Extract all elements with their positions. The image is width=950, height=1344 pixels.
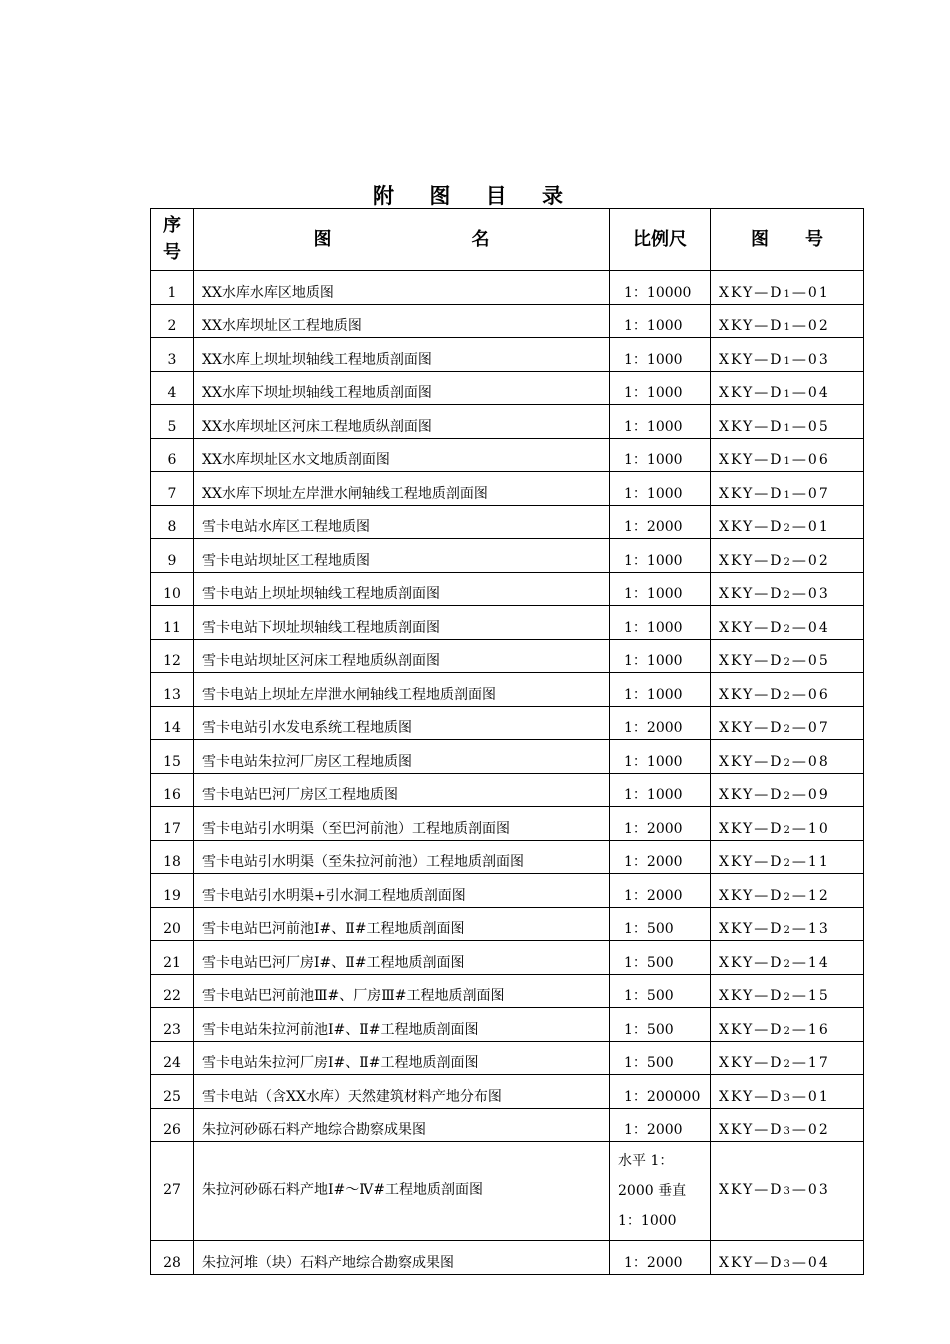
table-row bbox=[151, 304, 864, 338]
row-seq: 3 bbox=[151, 338, 194, 372]
code-group: 1 bbox=[783, 322, 792, 334]
row-name: 雪卡电站下坝址坝轴线工程地质剖面图 bbox=[194, 606, 610, 640]
table-row bbox=[151, 673, 864, 707]
row-code bbox=[711, 740, 864, 774]
row-scale: 1：2000 bbox=[610, 840, 711, 874]
row-code bbox=[711, 271, 864, 305]
row-code bbox=[711, 807, 864, 841]
row-code bbox=[711, 606, 864, 640]
code-group: 2 bbox=[783, 1059, 792, 1071]
table-row bbox=[151, 505, 864, 539]
row-name: 雪卡电站引水明渠（至朱拉河前池）工程地质剖面图 bbox=[194, 840, 610, 874]
table-row bbox=[151, 1075, 864, 1109]
code-number: —10 bbox=[791, 820, 830, 837]
code-number: —01 bbox=[791, 1088, 830, 1105]
row-name: 雪卡电站巴河厂房Ⅰ#、Ⅱ#工程地质剖面图 bbox=[194, 941, 610, 975]
row-seq: 18 bbox=[151, 840, 194, 874]
row-code bbox=[711, 371, 864, 405]
row-code bbox=[711, 840, 864, 874]
row-name: 雪卡电站朱拉河厂房Ⅰ#、Ⅱ#工程地质剖面图 bbox=[194, 1041, 610, 1075]
row-seq: 20 bbox=[151, 907, 194, 941]
row-name: 雪卡电站朱拉河厂房区工程地质图 bbox=[194, 740, 610, 774]
row-scale: 1：1000 bbox=[610, 606, 711, 640]
code-group: 2 bbox=[783, 958, 792, 970]
header-name-1: 图 bbox=[313, 228, 332, 250]
code-prefix: XKY—D bbox=[719, 787, 784, 804]
code-prefix: XKY—D bbox=[719, 1181, 784, 1198]
row-seq: 25 bbox=[151, 1075, 194, 1109]
row-name: 雪卡电站引水发电系统工程地质图 bbox=[194, 706, 610, 740]
row-name: 雪卡电站水库区工程地质图 bbox=[194, 505, 610, 539]
code-group: 2 bbox=[783, 791, 792, 803]
row-name: 雪卡电站引水明渠（至巴河前池）工程地质剖面图 bbox=[194, 807, 610, 841]
row-scale: 水平 1：2000 垂直 1：1000 bbox=[610, 1142, 711, 1241]
code-number: —14 bbox=[791, 954, 830, 971]
code-number: —11 bbox=[791, 854, 830, 871]
row-name: XX水库上坝址坝轴线工程地质剖面图 bbox=[194, 338, 610, 372]
table-row bbox=[151, 941, 864, 975]
row-name: XX水库坝址区工程地质图 bbox=[194, 304, 610, 338]
row-name: 雪卡电站引水明渠+引水洞工程地质剖面图 bbox=[194, 874, 610, 908]
code-prefix: XKY—D bbox=[719, 1055, 784, 1072]
code-prefix: XKY—D bbox=[719, 385, 784, 402]
code-number: —05 bbox=[791, 418, 830, 435]
table-row bbox=[151, 472, 864, 506]
code-prefix: XKY—D bbox=[719, 318, 784, 335]
table-row bbox=[151, 271, 864, 305]
row-seq: 6 bbox=[151, 438, 194, 472]
code-prefix: XKY—D bbox=[719, 753, 784, 770]
row-code bbox=[711, 673, 864, 707]
row-seq: 9 bbox=[151, 539, 194, 573]
row-seq: 11 bbox=[151, 606, 194, 640]
code-group: 2 bbox=[783, 623, 792, 635]
row-seq: 5 bbox=[151, 405, 194, 439]
row-name: 雪卡电站上坝址左岸泄水闸轴线工程地质剖面图 bbox=[194, 673, 610, 707]
row-seq: 23 bbox=[151, 1008, 194, 1042]
row-scale: 1：2000 bbox=[610, 706, 711, 740]
code-prefix: XKY—D bbox=[719, 988, 784, 1005]
code-group: 1 bbox=[783, 389, 792, 401]
row-scale: 1：500 bbox=[610, 907, 711, 941]
header-row bbox=[151, 209, 864, 271]
row-code bbox=[711, 874, 864, 908]
row-scale: 1：1000 bbox=[610, 740, 711, 774]
code-group: 2 bbox=[783, 757, 792, 769]
table-row bbox=[151, 1041, 864, 1075]
table-row bbox=[151, 740, 864, 774]
row-scale: 1：2000 bbox=[610, 1241, 711, 1275]
table-row bbox=[151, 706, 864, 740]
row-code bbox=[711, 1041, 864, 1075]
table-row bbox=[151, 1108, 864, 1142]
code-number: —16 bbox=[791, 1021, 830, 1038]
code-number: —03 bbox=[791, 1181, 830, 1198]
code-prefix: XKY—D bbox=[719, 854, 784, 871]
row-seq: 15 bbox=[151, 740, 194, 774]
row-code bbox=[711, 974, 864, 1008]
row-scale: 1：2000 bbox=[610, 505, 711, 539]
code-number: —03 bbox=[791, 586, 830, 603]
header-code bbox=[711, 209, 864, 271]
code-prefix: XKY—D bbox=[719, 1122, 784, 1139]
code-prefix: XKY—D bbox=[719, 653, 784, 670]
code-group: 2 bbox=[783, 858, 792, 870]
code-group: 1 bbox=[783, 355, 792, 367]
code-prefix: XKY—D bbox=[719, 452, 784, 469]
row-scale: 1：1000 bbox=[610, 338, 711, 372]
row-seq: 24 bbox=[151, 1041, 194, 1075]
code-group: 2 bbox=[783, 690, 792, 702]
code-prefix: XKY—D bbox=[719, 820, 784, 837]
row-name: XX水库坝址区河床工程地质纵剖面图 bbox=[194, 405, 610, 439]
code-number: —07 bbox=[791, 720, 830, 737]
table-row bbox=[151, 1241, 864, 1275]
row-name: 雪卡电站上坝址坝轴线工程地质剖面图 bbox=[194, 572, 610, 606]
row-code bbox=[711, 405, 864, 439]
row-seq: 10 bbox=[151, 572, 194, 606]
code-prefix: XKY—D bbox=[719, 1021, 784, 1038]
table-row bbox=[151, 338, 864, 372]
code-number: —02 bbox=[791, 1122, 830, 1139]
table-row bbox=[151, 840, 864, 874]
code-number: —15 bbox=[791, 988, 830, 1005]
row-name: XX水库下坝址坝轴线工程地质剖面图 bbox=[194, 371, 610, 405]
code-number: —07 bbox=[791, 485, 830, 502]
code-prefix: XKY—D bbox=[719, 1254, 784, 1271]
code-group: 3 bbox=[783, 1126, 792, 1138]
row-name: XX水库坝址区水文地质剖面图 bbox=[194, 438, 610, 472]
code-prefix: XKY—D bbox=[719, 686, 784, 703]
code-number: —05 bbox=[791, 653, 830, 670]
code-group: 2 bbox=[783, 925, 792, 937]
code-group: 3 bbox=[783, 1185, 792, 1197]
row-seq: 4 bbox=[151, 371, 194, 405]
row-seq: 26 bbox=[151, 1108, 194, 1142]
code-number: —02 bbox=[791, 552, 830, 569]
header-seq-1: 序 bbox=[163, 215, 181, 237]
code-group: 3 bbox=[783, 1258, 792, 1270]
row-code bbox=[711, 773, 864, 807]
row-scale: 1：1000 bbox=[610, 472, 711, 506]
row-scale: 1：500 bbox=[610, 974, 711, 1008]
row-scale: 1：1000 bbox=[610, 673, 711, 707]
code-prefix: XKY—D bbox=[719, 418, 784, 435]
row-name: 雪卡电站巴河厂房区工程地质图 bbox=[194, 773, 610, 807]
code-group: 2 bbox=[783, 1025, 792, 1037]
row-seq: 21 bbox=[151, 941, 194, 975]
row-name: XX水库下坝址左岸泄水闸轴线工程地质剖面图 bbox=[194, 472, 610, 506]
code-group: 2 bbox=[783, 523, 792, 535]
code-number: —04 bbox=[791, 385, 830, 402]
code-number: —13 bbox=[791, 921, 830, 938]
code-prefix: XKY—D bbox=[719, 284, 784, 301]
row-seq: 2 bbox=[151, 304, 194, 338]
code-number: —17 bbox=[791, 1055, 830, 1072]
row-scale: 1：1000 bbox=[610, 572, 711, 606]
row-seq: 28 bbox=[151, 1241, 194, 1275]
row-seq: 27 bbox=[151, 1142, 194, 1241]
row-seq: 14 bbox=[151, 706, 194, 740]
code-number: —06 bbox=[791, 452, 830, 469]
code-number: —04 bbox=[791, 619, 830, 636]
table-row bbox=[151, 907, 864, 941]
row-scale: 1：1000 bbox=[610, 438, 711, 472]
row-name: 朱拉河砂砾石料产地综合勘察成果图 bbox=[194, 1108, 610, 1142]
code-prefix: XKY—D bbox=[719, 887, 784, 904]
row-seq: 16 bbox=[151, 773, 194, 807]
row-code bbox=[711, 1108, 864, 1142]
code-prefix: XKY—D bbox=[719, 485, 784, 502]
row-scale: 1：1000 bbox=[610, 371, 711, 405]
table-row bbox=[151, 974, 864, 1008]
header-name-2: 名 bbox=[471, 228, 490, 250]
code-group: 2 bbox=[783, 824, 792, 836]
row-code bbox=[711, 1075, 864, 1109]
row-seq: 7 bbox=[151, 472, 194, 506]
header-scale: 比例尺 bbox=[610, 209, 711, 271]
code-prefix: XKY—D bbox=[719, 552, 784, 569]
row-code bbox=[711, 1241, 864, 1275]
row-seq: 1 bbox=[151, 271, 194, 305]
row-name: 雪卡电站坝址区河床工程地质纵剖面图 bbox=[194, 639, 610, 673]
row-seq: 8 bbox=[151, 505, 194, 539]
row-scale: 1：1000 bbox=[610, 405, 711, 439]
code-prefix: XKY—D bbox=[719, 519, 784, 536]
code-number: —08 bbox=[791, 753, 830, 770]
code-number: —06 bbox=[791, 686, 830, 703]
code-number: —02 bbox=[791, 318, 830, 335]
table-row bbox=[151, 438, 864, 472]
row-code bbox=[711, 639, 864, 673]
code-number: —03 bbox=[791, 351, 830, 368]
code-number: —04 bbox=[791, 1254, 830, 1271]
table-row bbox=[151, 405, 864, 439]
row-seq: 13 bbox=[151, 673, 194, 707]
code-prefix: XKY—D bbox=[719, 954, 784, 971]
code-group: 2 bbox=[783, 891, 792, 903]
code-prefix: XKY—D bbox=[719, 619, 784, 636]
row-scale: 1：2000 bbox=[610, 874, 711, 908]
row-name: 雪卡电站巴河前池Ⅰ#、Ⅱ#工程地质剖面图 bbox=[194, 907, 610, 941]
table-row bbox=[151, 773, 864, 807]
row-scale: 1：1000 bbox=[610, 539, 711, 573]
table-row bbox=[151, 1142, 864, 1241]
table-row bbox=[151, 1008, 864, 1042]
code-number: —12 bbox=[791, 887, 830, 904]
row-scale: 1：500 bbox=[610, 1041, 711, 1075]
row-code bbox=[711, 304, 864, 338]
header-code-2: 号 bbox=[805, 228, 823, 250]
code-number: —01 bbox=[791, 284, 830, 301]
row-name: 雪卡电站巴河前池Ⅲ#、厂房Ⅲ#工程地质剖面图 bbox=[194, 974, 610, 1008]
row-code bbox=[711, 472, 864, 506]
row-scale: 1：200000 bbox=[610, 1075, 711, 1109]
code-prefix: XKY—D bbox=[719, 720, 784, 737]
row-name: 朱拉河堆（块）石料产地综合勘察成果图 bbox=[194, 1241, 610, 1275]
row-code bbox=[711, 1008, 864, 1042]
code-group: 1 bbox=[783, 288, 792, 300]
header-seq bbox=[151, 209, 194, 271]
drawing-index-table bbox=[150, 208, 864, 1275]
code-prefix: XKY—D bbox=[719, 351, 784, 368]
row-name: 雪卡电站（含XX水库）天然建筑材料产地分布图 bbox=[194, 1075, 610, 1109]
row-name: 朱拉河砂砾石料产地Ⅰ#～Ⅳ#工程地质剖面图 bbox=[194, 1142, 610, 1241]
row-code bbox=[711, 572, 864, 606]
row-code bbox=[711, 1142, 864, 1241]
code-group: 2 bbox=[783, 590, 792, 602]
row-scale: 1：500 bbox=[610, 941, 711, 975]
code-number: —09 bbox=[791, 787, 830, 804]
row-name: XX水库水库区地质图 bbox=[194, 271, 610, 305]
code-group: 1 bbox=[783, 456, 792, 468]
row-scale: 1：2000 bbox=[610, 1108, 711, 1142]
row-scale: 1：1000 bbox=[610, 773, 711, 807]
code-prefix: XKY—D bbox=[719, 921, 784, 938]
header-seq-2: 号 bbox=[163, 241, 181, 263]
code-prefix: XKY—D bbox=[719, 1088, 784, 1105]
table-row bbox=[151, 606, 864, 640]
table-row bbox=[151, 539, 864, 573]
header-name bbox=[194, 209, 610, 271]
code-group: 2 bbox=[783, 657, 792, 669]
row-scale: 1：1000 bbox=[610, 639, 711, 673]
table-row bbox=[151, 639, 864, 673]
row-scale: 1：2000 bbox=[610, 807, 711, 841]
code-group: 3 bbox=[783, 1092, 792, 1104]
row-code bbox=[711, 338, 864, 372]
row-scale: 1：1000 bbox=[610, 304, 711, 338]
page-title: 附 图 目 录 bbox=[373, 184, 577, 208]
row-seq: 12 bbox=[151, 639, 194, 673]
table-row bbox=[151, 371, 864, 405]
table-row bbox=[151, 572, 864, 606]
table-row bbox=[151, 874, 864, 908]
row-code bbox=[711, 706, 864, 740]
header-code-1: 图 bbox=[751, 228, 769, 250]
code-group: 1 bbox=[783, 422, 792, 434]
row-scale: 1：500 bbox=[610, 1008, 711, 1042]
code-group: 2 bbox=[783, 992, 792, 1004]
row-code bbox=[711, 438, 864, 472]
row-code bbox=[711, 505, 864, 539]
row-seq: 22 bbox=[151, 974, 194, 1008]
code-group: 2 bbox=[783, 724, 792, 736]
row-scale: 1：10000 bbox=[610, 271, 711, 305]
code-group: 1 bbox=[783, 489, 792, 501]
code-prefix: XKY—D bbox=[719, 586, 784, 603]
row-name: 雪卡电站朱拉河前池Ⅰ#、Ⅱ#工程地质剖面图 bbox=[194, 1008, 610, 1042]
row-seq: 19 bbox=[151, 874, 194, 908]
row-code bbox=[711, 907, 864, 941]
row-code bbox=[711, 941, 864, 975]
row-code bbox=[711, 539, 864, 573]
table-row bbox=[151, 807, 864, 841]
code-number: —01 bbox=[791, 519, 830, 536]
row-seq: 17 bbox=[151, 807, 194, 841]
code-group: 2 bbox=[783, 556, 792, 568]
row-name: 雪卡电站坝址区工程地质图 bbox=[194, 539, 610, 573]
